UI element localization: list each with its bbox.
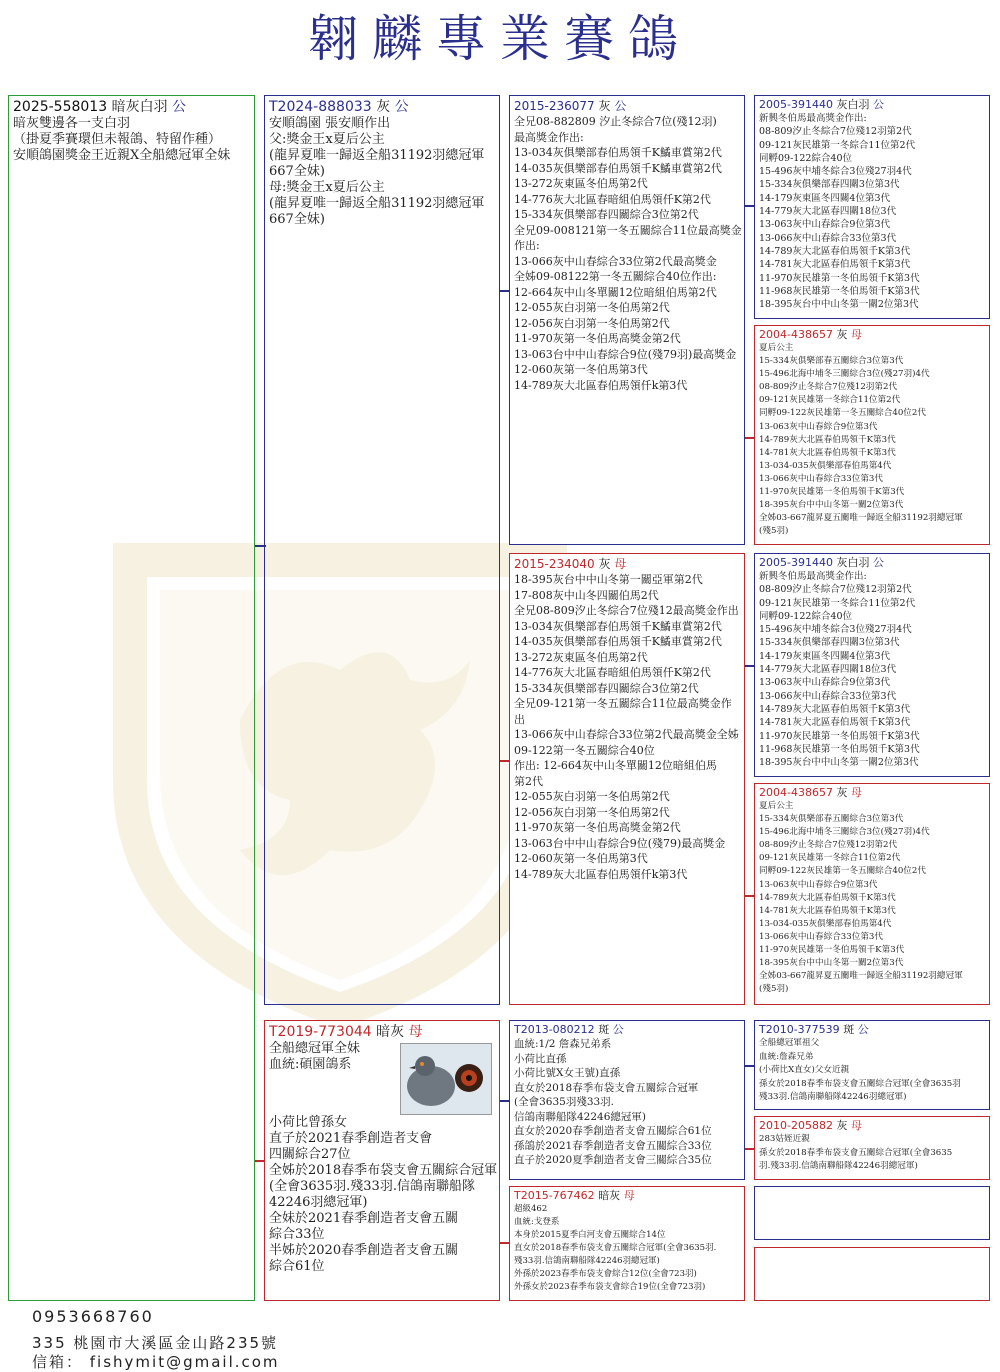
subject-line: 安順鴿園獎金王近親X全船總冠軍全妹 [13, 148, 231, 163]
g3-line: 12-664灰中山冬單關12位暗組伯馬第2代 [514, 285, 717, 299]
g3-line: 12-055灰白羽第一冬伯馬第2代 [514, 301, 670, 314]
g4-line: 14-779灰大北區春四關18位3代 [759, 206, 897, 218]
sire-id: T2024-888033 [269, 99, 372, 115]
g4-line: 新興冬伯馬最高獎金作出: [759, 113, 867, 124]
g4-line: 14-781灰大北區春伯馬領千K第3代 [759, 259, 911, 271]
g3-line: 13-034灰俱樂部春伯馬領千K鱊車賞第2代 [514, 146, 722, 159]
g4-line: 14-179灰東區冬四關4位第3代 [759, 650, 891, 662]
g3-line: 11-970灰第一冬伯馬高獎金第2代 [514, 821, 681, 834]
footer-phone: 0953668760 [32, 1307, 154, 1326]
g3-line: 13-034灰俱樂部春伯馬領千K鱊車賞第2代 [514, 619, 722, 633]
connector-g4-6 [744, 1148, 754, 1150]
g4-4-lines [759, 800, 985, 996]
g3-line: 14-035灰俱樂部春伯馬領千K鱊車賞第2代 [514, 635, 722, 648]
g4-line: 09-121灰民雄第一冬綜合11位第2代 [759, 395, 901, 406]
g4-line: 08-809汐止冬綜合7位殘12羽第2代 [759, 584, 912, 596]
connector-g3-3 [499, 1100, 509, 1102]
g4-2-lines [759, 342, 985, 538]
g3-3-color: 斑 [598, 1023, 610, 1036]
g4-card-3 [754, 553, 990, 777]
g4-line: 13-066灰中山春綜合33位第3代 [759, 473, 883, 484]
sire-color: 灰 [376, 99, 391, 115]
g4-6-sex: 母 [850, 1119, 862, 1132]
g4-line: 11-970灰民雄第一冬伯馬領千K第3代 [759, 730, 920, 742]
g4-card-6 [754, 1116, 990, 1180]
g3-line: 全兄09-008121第一冬五關綜合11位最高獎金 [514, 223, 742, 237]
g3-line: 小荷比號X女王號)直孫 [514, 1067, 621, 1079]
g4-line: 15-334灰俱樂部春五關綜合3位第3代 [759, 814, 904, 825]
g4-line: 14-789灰大北區春伯馬領千K第3代 [759, 434, 896, 445]
g3-line: 本身於2015夏季白河支會五關綜合14位 [514, 1230, 666, 1240]
g3-line: 12-060灰第一冬伯馬第3代 [514, 852, 648, 865]
g4-4-color: 灰 [836, 786, 848, 799]
connector-g4-1 [744, 205, 754, 207]
g4-line: 同孵09-122灰民雄第一冬五關綜合40位2代 [759, 866, 926, 877]
g3-line: 孫鴿於2021春季創造者支會五關綜合33位 [514, 1139, 712, 1152]
dam-line: 42246羽總冠軍) [269, 1195, 368, 1210]
g4-6-id: 2010-205882 [759, 1119, 833, 1132]
g3-line: 全姊09-08122第一冬五關綜合40位作出: [514, 270, 717, 283]
g3-line: 12-056灰白羽第一冬伯馬第2代 [514, 316, 670, 330]
g4-6-header [759, 1119, 985, 1133]
g3-card-2 [509, 553, 745, 1005]
g4-line: 15-496灰中埔冬綜合3位殘27羽4代 [759, 624, 912, 636]
dam-sex: 母 [408, 1024, 423, 1040]
g4-6-color: 灰 [836, 1119, 848, 1132]
g3-line: 全兄09-121第一冬五關綜合11位最高獎金作 [514, 697, 732, 710]
g4-line: 15-496灰中埔冬綜合3位殘27羽4代 [759, 166, 912, 178]
g4-line: 13-034-035灰俱樂部春伯馬第4代 [759, 460, 892, 471]
connector-g4-3 [744, 665, 754, 667]
g4-1-id: 2005-391440 [759, 98, 833, 111]
g4-line: 14-789灰大北區春伯馬領千K第3代 [759, 703, 911, 715]
connector-g3-4 [499, 1242, 509, 1244]
g4-line: 11-970灰民雄第一冬伯馬領千K第3代 [759, 945, 905, 956]
g3-line: 外孫於2023春季布袋支會綜合12位(全會723羽) [514, 1269, 697, 1279]
g4-4-id: 2004-438657 [759, 786, 833, 799]
sire-line: 父:獎金王x夏后公主 [269, 132, 385, 147]
g4-1-lines [759, 112, 985, 311]
g4-line: 14-781灰大北區春伯馬領千K第3代 [759, 447, 896, 458]
subject-line: （掛夏季賽環但未報鴿、特留作種） [13, 132, 222, 147]
g3-2-id: 2015-234040 [514, 557, 595, 571]
g4-line: 13-066灰中山春綜合33位第3代 [759, 931, 883, 942]
g3-card-4 [509, 1186, 745, 1301]
sire-line: 母:獎金王x夏后公主 [269, 180, 385, 195]
g4-3-color: 灰白羽 [836, 556, 870, 569]
g3-line: 作出: [514, 239, 540, 252]
dam-line: 綜合61位 [269, 1259, 325, 1274]
g3-line: 14-789灰大北區春伯馬領仟k第3代 [514, 378, 688, 392]
g4-line: 13-063灰中山春綜合9位第3代 [759, 677, 891, 689]
g3-line: 直女於2018春季布袋支會五關綜合冠軍 [514, 1081, 699, 1094]
g4-1-color: 灰白羽 [836, 98, 870, 111]
g4-line: 14-781灰大北區春伯馬領千K第3代 [759, 905, 896, 916]
g3-4-sex: 母 [623, 1189, 635, 1202]
g4-line: 09-121灰民雄第一冬綜合11位第2代 [759, 597, 916, 609]
g4-2-color: 灰 [836, 328, 848, 341]
footer-address: 335 桃園市大溪區金山路235號 [32, 1334, 279, 1352]
g3-line: 直子於2020夏季創造者支會三關綜合35位 [514, 1154, 712, 1166]
g3-line: 超級462 [514, 1204, 548, 1214]
dam-line: 直子於2021春季創造者支會 [269, 1131, 433, 1146]
g4-5-lines [759, 1037, 985, 1105]
g4-line: 13-034-035灰俱樂部春伯馬第4代 [759, 918, 892, 929]
g4-4-header [759, 786, 985, 800]
g3-1-header [514, 98, 740, 114]
g3-line: 出 [514, 712, 525, 726]
g4-line: 夏后公主 [759, 801, 794, 811]
g4-2-id: 2004-438657 [759, 328, 833, 341]
g4-line: 15-334灰俱樂部春四關3位第3代 [759, 637, 900, 649]
g4-1-header [759, 98, 985, 112]
g4-line: 11-968灰民雄第一冬伯馬領千K第3代 [759, 285, 920, 297]
page-title: 翱麟專業賽鴿 [308, 10, 692, 68]
g3-1-color: 灰 [598, 99, 611, 113]
g4-line: 15-334灰俱樂部春四關3位第3代 [759, 179, 900, 191]
dam-line: 全姊於2018春季布袋支會五關綜合冠軍 [269, 1163, 498, 1178]
dam-line: 小荷比曾孫女 [269, 1115, 348, 1130]
g4-card-2 [754, 325, 990, 545]
g4-card-5 [754, 1020, 990, 1110]
g3-1-sex: 公 [614, 99, 627, 113]
g4-line: 14-781灰大北區春伯馬領千K第3代 [759, 717, 911, 729]
connector-g4-2 [744, 437, 754, 439]
g3-line: 血統:戈登系 [514, 1217, 560, 1227]
g3-line: 11-970灰第一冬伯馬高獎金第2代 [514, 332, 681, 345]
g4-line: 08-809汐止冬綜合7位殘12羽第2代 [759, 382, 898, 393]
g4-line: 全船總冠軍祖父 [759, 1038, 820, 1048]
g3-line: 14-776灰大北區春暗組伯馬領仟K第2代 [514, 192, 711, 206]
g4-line: 14-179灰東區冬四關4位第3代 [759, 192, 891, 204]
g3-line: 作出: 12-664灰中山冬單關12位暗組伯馬 [514, 759, 717, 772]
g4-card-4 [754, 783, 990, 1005]
subject-color: 暗灰白羽 [111, 99, 168, 115]
g3-line: 13-272灰東區冬伯馬第2代 [514, 177, 648, 190]
sire-lines [269, 116, 495, 228]
g3-line: 殘33羽.信鴿南聯船隊42246羽總冠軍) [514, 1256, 660, 1266]
g3-line: (全會3635羽殘33羽. [514, 1096, 615, 1108]
g3-2-color: 灰 [598, 557, 611, 571]
g4-line: 14-779灰大北區春四關18位3代 [759, 664, 897, 676]
connector-g3-2 [499, 760, 509, 762]
sire-line: 安順鴿園 張安順作出 [269, 116, 391, 131]
g4-line: 夏后公主 [759, 343, 794, 353]
g3-1-lines [514, 114, 740, 393]
g3-4-id: T2015-767462 [514, 1189, 595, 1202]
g4-2-sex: 母 [850, 328, 862, 341]
g4-line: 新興冬伯馬最高獎金作出: [759, 571, 867, 582]
g3-line: 18-395灰台中中山冬第一關亞軍第2代 [514, 573, 703, 586]
g4-5-color: 斑 [843, 1023, 855, 1036]
dam-header [269, 1023, 495, 1041]
g3-line: 外孫女於2023春季布袋支會綜合19位(全會723羽) [514, 1282, 706, 1292]
g4-line: 09-121灰民雄第一冬綜合11位第2代 [759, 853, 901, 864]
g4-5-header [759, 1023, 985, 1037]
g4-3-header [759, 556, 985, 570]
g4-line: 13-063灰中山春綜合9位第3代 [759, 879, 878, 890]
sire-line: 667全妹) [269, 212, 325, 227]
subject-card [8, 95, 255, 1301]
g3-line: 15-334灰俱樂部春四關綜合3位第2代 [514, 208, 699, 221]
connector-g4-4 [744, 895, 754, 897]
dam-line: (全會3635羽.殘33羽.信鴿南聯船隊 [269, 1179, 475, 1194]
dam-id: T2019-773044 [269, 1024, 372, 1040]
g4-line: 18-395灰台中中山冬第一關2位第3代 [759, 958, 904, 969]
g4-line: 09-121灰民雄第一冬綜合11位第2代 [759, 139, 916, 151]
g4-card-1 [754, 95, 990, 319]
g4-line: 同孵09-122綜合40位 [759, 152, 853, 164]
g3-line: 13-272灰東區冬伯馬第2代 [514, 650, 648, 664]
g4-5-sex: 公 [857, 1023, 869, 1036]
g3-line: 直女於2020春季創造者支會五關綜合61位 [514, 1125, 712, 1137]
pigeon-photo-icon [400, 1043, 492, 1115]
g4-card-8-empty [754, 1247, 990, 1301]
g4-card-7-empty [754, 1186, 990, 1240]
dam-line: 全船總冠軍全妹 [269, 1041, 361, 1056]
subject-sex: 公 [172, 99, 187, 115]
g3-line: 全兄08-809汐止冬綜合7位殘12最高獎金作出 [514, 604, 739, 617]
g4-2-header [759, 328, 985, 342]
dam-line: 半姊於2020春季創造者支會五關 [269, 1243, 459, 1258]
g4-line: 11-968灰民雄第一冬伯馬領千K第3代 [759, 743, 920, 755]
g4-1-sex: 公 [872, 98, 884, 111]
g3-3-sex: 公 [612, 1023, 624, 1036]
g4-line: 15-496北海中埔冬三關綜合3位(殘27羽)4代 [759, 827, 930, 838]
g3-4-color: 暗灰 [598, 1189, 621, 1202]
connector-g3-1 [499, 290, 509, 292]
g3-line: 全兄08-882809 汐止冬綜合7位(殘12羽) [514, 115, 717, 128]
g4-line: 殘33羽.信鴿南聯船隊42246羽總冠軍) [759, 1092, 907, 1103]
g4-line: 同孵09-122綜合40位 [759, 610, 853, 622]
g3-line: 直女於2018春季布袋支會五關綜合冠軍(全會3635羽. [514, 1243, 717, 1253]
g3-line: 13-063台中中山春綜合9位(殘79)最高獎金 [514, 836, 726, 850]
g4-3-lines [759, 570, 985, 769]
dam-line: 綜合33位 [269, 1227, 325, 1242]
g3-card-3 [509, 1020, 745, 1180]
g4-line: (殘5羽) [759, 526, 789, 537]
subject-lines [13, 116, 250, 164]
g4-line: 18-395灰台中中山冬第一關2位第3代 [759, 757, 919, 769]
g4-line: 13-063灰中山春綜合9位第3代 [759, 421, 878, 432]
g4-line: 15-496北海中埔冬三關綜合3位(殘27羽)4代 [759, 369, 930, 380]
g4-line: 14-789灰大北區春伯馬領千K第3代 [759, 245, 911, 257]
g4-line: 孫女於2018春季布袋支會五關綜合冠軍(全會3635 [759, 1147, 953, 1158]
subject-line: 暗灰雙邊各一支白羽 [13, 116, 131, 131]
dam-lines-bottom [269, 1115, 498, 1275]
g3-4-lines [514, 1203, 740, 1294]
g4-line: 11-970灰民雄第一冬伯馬領千K第3代 [759, 487, 905, 498]
dam-line: 四關綜合27位 [269, 1147, 351, 1162]
g4-line: 孫女於2018春季布袋支會五關綜合冠軍(全會3635羽 [759, 1078, 961, 1089]
g4-line: 18-395灰台中中山冬第一關2位第3代 [759, 299, 919, 311]
g4-line: 11-970灰民雄第一冬伯馬領千K第3代 [759, 272, 920, 284]
g4-line: 13-066灰中山春綜合33位第3代 [759, 232, 897, 244]
g3-1-id: 2015-236077 [514, 99, 595, 113]
g4-line: 15-334灰俱樂部春五關綜合3位第3代 [759, 356, 904, 367]
g4-line: (殘5羽) [759, 984, 789, 995]
sire-card [264, 95, 500, 1005]
g4-3-sex: 公 [872, 556, 884, 569]
g4-line: (小荷比X直女)父女近親 [759, 1065, 850, 1076]
sire-sex: 公 [394, 99, 409, 115]
sire-header [269, 98, 495, 116]
g4-line: 羽.殘33羽.信鴿南聯船隊42246羽總冠軍) [759, 1161, 918, 1172]
g3-3-lines [514, 1037, 740, 1168]
g3-2-sex: 母 [614, 557, 627, 571]
g3-line: 17-808灰中山冬四關伯馬2代 [514, 588, 659, 602]
g4-5-id: T2010-377539 [759, 1023, 840, 1036]
g3-2-header [514, 556, 740, 572]
g4-line: 血統:詹森兄弟 [759, 1051, 814, 1062]
dam-line: 全妹於2021春季創造者支會五關 [269, 1211, 459, 1226]
g4-line: 13-063灰中山春綜合9位第3代 [759, 219, 891, 231]
g3-line: 14-035灰俱樂部春伯馬領千K鱊車賞第2代 [514, 161, 722, 175]
g3-line: 14-789灰大北區春伯馬領仟k第3代 [514, 867, 688, 881]
g3-line: 14-776灰大北區春暗組伯馬領仟K第2代 [514, 666, 711, 679]
g3-line: 12-055灰白羽第一冬伯馬第2代 [514, 790, 670, 803]
g4-line: 283姑姪近親 [759, 1134, 810, 1144]
g3-line: 12-056灰白羽第一冬伯馬第2代 [514, 805, 670, 819]
g3-line: 第2代 [514, 774, 543, 788]
g3-line: 13-066灰中山春綜合33位第2代最高獎金全姊 [514, 728, 739, 741]
g3-line: 最高獎金作出: [514, 130, 584, 144]
subject-id: 2025-558013 [13, 99, 108, 115]
g3-line: 15-334灰俱樂部春四關綜合3位第2代 [514, 681, 699, 695]
g3-line: 09-122第一冬五關綜合40位 [514, 743, 655, 757]
g4-4-sex: 母 [850, 786, 862, 799]
g4-6-lines [759, 1133, 985, 1174]
dam-color: 暗灰 [376, 1024, 405, 1040]
sire-line: (龍昇夏唯一歸返全船31192羽總冠軍 [269, 148, 485, 163]
g4-line: 14-789灰大北區春伯馬領千K第3代 [759, 892, 896, 903]
g4-line: 18-395灰台中中山冬第一關2位第3代 [759, 500, 904, 511]
g3-line: 12-060灰第一冬伯馬第3代 [514, 363, 648, 376]
sire-line: (龍昇夏唯一歸返全船31192羽總冠軍 [269, 196, 485, 211]
g4-line: 13-066灰中山春綜合33位第3代 [759, 690, 897, 702]
g3-line: 13-066灰中山春綜合33位第2代最高獎金 [514, 254, 717, 268]
footer-email: 信箱： fishymit@gmail.com [32, 1353, 280, 1371]
g3-3-header [514, 1023, 740, 1037]
g3-line: 血統:1/2 詹森兄弟系 [514, 1038, 612, 1050]
g3-line: 信鴿南聯船隊42246總冠軍) [514, 1110, 646, 1123]
g4-line: 同孵09-122灰民雄第一冬五關綜合40位2代 [759, 408, 926, 419]
g3-4-header [514, 1189, 740, 1203]
g3-line: 小荷比直孫 [514, 1052, 567, 1065]
g4-line: 08-809汐止冬綜合7位殘12羽第2代 [759, 840, 898, 851]
sire-line: 667全妹) [269, 164, 325, 179]
g4-line: 全姊03-667龍昇夏五關唯一歸返全船31192羽總冠軍 [759, 971, 963, 982]
g3-3-id: T2013-080212 [514, 1023, 595, 1036]
g4-line: 08-809汐止冬綜合7位殘12羽第2代 [759, 126, 912, 138]
g3-2-lines [514, 572, 740, 882]
g3-line: 13-063台中中山春綜合9位(殘79羽)最高獎金 [514, 347, 737, 361]
dam-line: 血統:碩園鴿系 [269, 1057, 352, 1072]
connector-g4-5 [744, 1065, 754, 1067]
g4-3-id: 2005-391440 [759, 556, 833, 569]
g4-line: 全姊03-667龍昇夏五關唯一歸返全船31192羽總冠軍 [759, 513, 963, 524]
g3-card-1 [509, 95, 745, 545]
subject-header [13, 98, 250, 116]
